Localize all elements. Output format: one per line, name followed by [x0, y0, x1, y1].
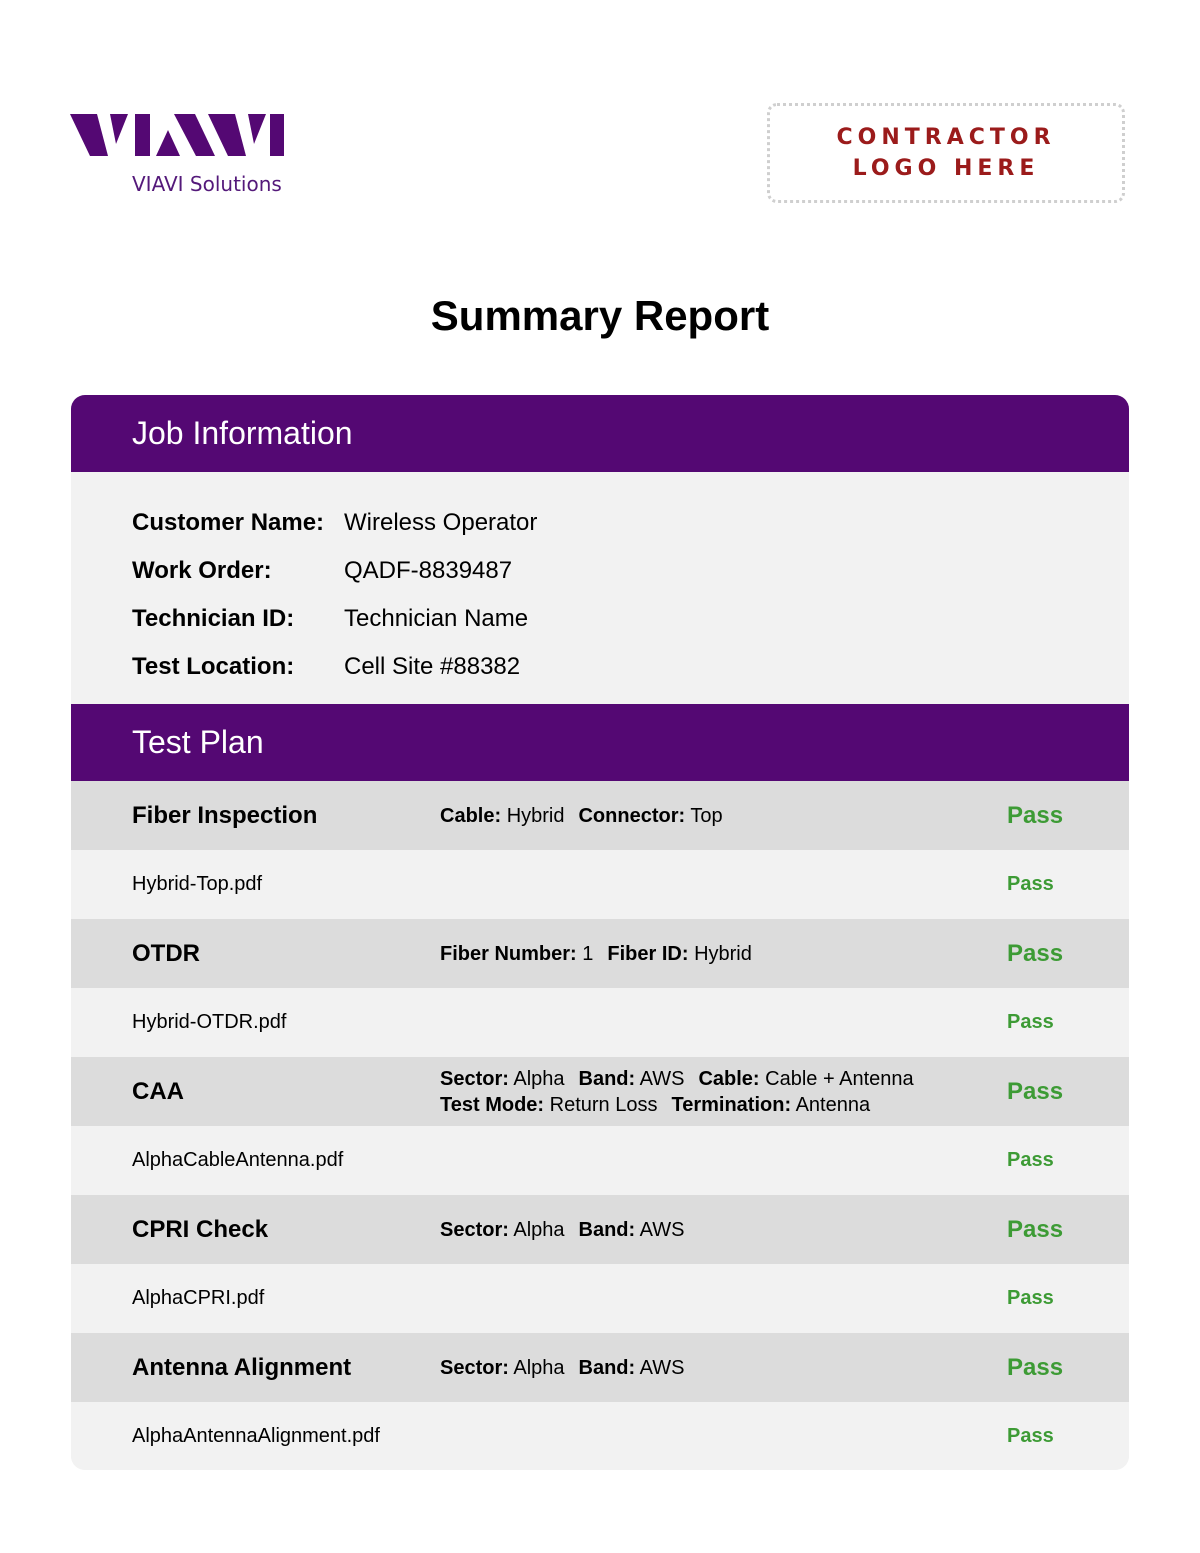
test-parameter: [440, 943, 593, 965]
test-parameter: [698, 1068, 913, 1090]
test-parameter-line: [440, 803, 737, 829]
test-file-name: AlphaAntennaAlignment.pdf: [132, 1425, 380, 1447]
test-parameter-value: Top: [690, 804, 723, 827]
test-parameter-line: [440, 1355, 698, 1381]
test-parameter-label: Cable:: [440, 804, 502, 827]
test-row: [71, 1195, 1129, 1264]
job-field-row: [71, 499, 1129, 547]
viavi-logo-mark: [70, 112, 286, 158]
test-parameter-line: [440, 1066, 928, 1092]
test-parameter-label: Sector:: [440, 1067, 509, 1090]
job-field-value: Cell Site #88382: [344, 653, 521, 680]
job-field-label: Customer Name:: [132, 509, 325, 536]
test-parameters: [440, 803, 737, 829]
test-parameter-label: Sector:: [440, 1218, 509, 1241]
test-parameter: [607, 943, 751, 965]
contractor-line-2: LOGO HERE: [852, 156, 1040, 181]
job-field-label: Technician ID:: [132, 605, 295, 632]
test-parameter: [440, 1357, 565, 1379]
test-parameter-label: Sector:: [440, 1356, 509, 1379]
test-plan-list: [71, 781, 1129, 1470]
test-parameter: [440, 805, 564, 827]
test-file-name: Hybrid-OTDR.pdf: [132, 1011, 287, 1033]
test-parameter-value: Alpha: [513, 1356, 565, 1379]
test-parameters: [440, 1355, 698, 1381]
test-name: CPRI Check: [132, 1215, 269, 1243]
test-parameter: [440, 1094, 657, 1116]
test-parameter-label: Fiber ID:: [607, 942, 689, 965]
test-parameter-label: Band:: [578, 1067, 636, 1090]
test-file-row: [71, 988, 1129, 1057]
test-file-row: [71, 1402, 1129, 1470]
job-field-value: Wireless Operator: [344, 509, 538, 536]
test-parameter-value: Hybrid: [694, 942, 752, 965]
job-field-row: [71, 595, 1129, 643]
test-parameter: [579, 1357, 685, 1379]
test-file-status: Pass: [1007, 1149, 1054, 1171]
test-parameter-label: Termination:: [671, 1093, 792, 1116]
test-plan-header: Test Plan: [71, 704, 1129, 781]
brand-subtitle: VIAVI Solutions: [132, 172, 282, 196]
test-name: Antenna Alignment: [132, 1353, 352, 1381]
test-parameter-label: Band:: [578, 1218, 636, 1241]
test-row: [71, 1333, 1129, 1402]
job-information-header: Job Information: [71, 395, 1129, 472]
test-parameter: [578, 805, 722, 827]
contractor-line-1: CONTRACTOR: [836, 125, 1056, 150]
job-field-row: [71, 547, 1129, 595]
test-file-name: AlphaCableAntenna.pdf: [132, 1149, 344, 1171]
test-parameters: [440, 1217, 698, 1243]
test-parameter-value: AWS: [639, 1356, 685, 1379]
test-file-status: Pass: [1007, 873, 1054, 895]
viavi-logo: [70, 112, 290, 196]
test-row: [71, 1057, 1129, 1126]
test-parameter-value: Alpha: [513, 1218, 565, 1241]
test-file-name: AlphaCPRI.pdf: [132, 1287, 265, 1309]
test-parameter-label: Cable:: [698, 1067, 760, 1090]
test-parameter: [440, 1068, 565, 1090]
test-name: Fiber Inspection: [132, 801, 318, 829]
page-title: Summary Report: [430, 292, 770, 339]
test-parameter-value: Return Loss: [549, 1093, 658, 1116]
test-parameters: [440, 941, 766, 967]
test-name: OTDR: [132, 939, 200, 967]
test-parameter-line: [440, 941, 766, 967]
test-parameter-label: Band:: [578, 1356, 636, 1379]
test-parameter-line: [440, 1217, 698, 1243]
test-status-badge: Pass: [1007, 1215, 1064, 1243]
test-parameter-value: Alpha: [513, 1067, 565, 1090]
test-parameter-label: Fiber Number:: [440, 942, 577, 965]
job-field-label: Work Order:: [132, 557, 272, 584]
test-status-badge: Pass: [1007, 1077, 1064, 1105]
test-file-row: [71, 1126, 1129, 1195]
test-parameters: [440, 1066, 928, 1118]
test-parameter-value: Hybrid: [506, 804, 565, 827]
test-file-row: [71, 1264, 1129, 1333]
test-parameter: [579, 1219, 685, 1241]
test-file-status: Pass: [1007, 1425, 1054, 1447]
test-parameter-value: 1: [582, 942, 594, 965]
test-row: [71, 919, 1129, 988]
test-name: CAA: [132, 1077, 184, 1105]
test-parameter: [671, 1094, 870, 1116]
test-parameter: [579, 1068, 685, 1090]
job-field-label: Test Location:: [132, 653, 295, 680]
test-parameter-line: [440, 1092, 928, 1118]
test-parameter-label: Test Mode:: [440, 1093, 545, 1116]
job-field-value: QADF-8839487: [344, 557, 513, 584]
test-file-status: Pass: [1007, 1287, 1054, 1309]
test-row: [71, 781, 1129, 850]
test-parameter-label: Connector:: [578, 804, 686, 827]
test-status-badge: Pass: [1007, 1353, 1064, 1381]
test-parameter-value: AWS: [639, 1067, 685, 1090]
job-field-value: Technician Name: [344, 605, 529, 632]
report-card: [71, 395, 1129, 1470]
contractor-logo-placeholder: [767, 103, 1125, 203]
test-parameter: [440, 1219, 565, 1241]
test-file-name: Hybrid-Top.pdf: [132, 873, 263, 895]
test-parameter-value: AWS: [639, 1218, 685, 1241]
test-file-row: [71, 850, 1129, 919]
test-parameter-value: Antenna: [795, 1093, 871, 1116]
test-status-badge: Pass: [1007, 939, 1064, 967]
job-field-row: [71, 643, 1129, 691]
test-file-status: Pass: [1007, 1011, 1054, 1033]
test-parameter-value: Cable + Antenna: [765, 1067, 914, 1090]
job-information: [71, 472, 1129, 704]
test-status-badge: Pass: [1007, 801, 1064, 829]
